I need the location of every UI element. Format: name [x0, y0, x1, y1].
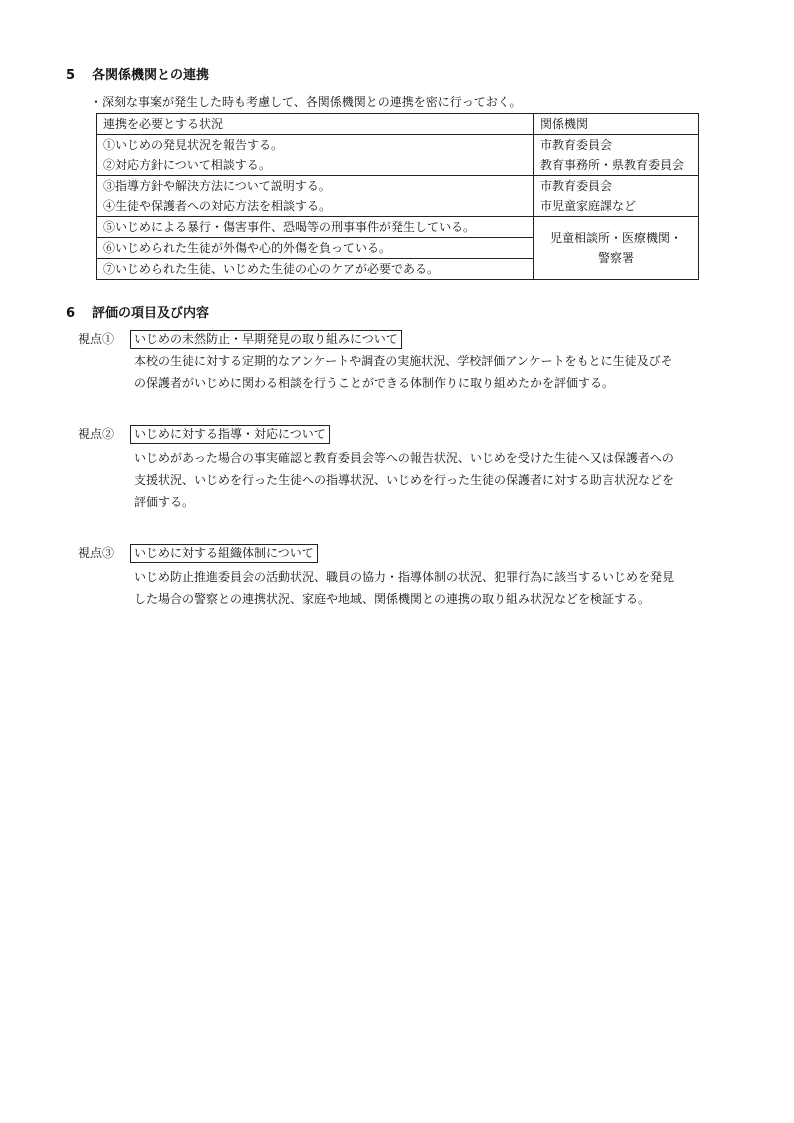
agency-item: 児童相談所・医療機関・ — [549, 231, 682, 245]
table-header-row — [97, 114, 699, 135]
body-line: いじめ防止推進委員会の活動状況、職員の協力・指導体制の状況、犯罪行為に該当するいじめを発見 — [134, 570, 675, 584]
section-6-heading — [66, 306, 209, 322]
header-agency: 関係機関 — [534, 114, 699, 135]
viewpoint-title-box: いじめに対する指導・対応について — [130, 425, 330, 444]
situation-cell: ⑤いじめによる暴行・傷害事件、恐喝等の刑事事件が発生している。 — [97, 217, 534, 238]
viewpoint-label: 視点③ — [78, 546, 115, 560]
table-row — [97, 135, 699, 176]
viewpoint-title-box: いじめの未然防止・早期発見の取り組みについて — [130, 330, 402, 349]
situation-item: ④生徒や保護者への対応方法を相談する。 — [103, 199, 332, 213]
viewpoint-label: 視点① — [78, 332, 115, 346]
situation-item: ③指導方針や解決方法について説明する。 — [103, 179, 331, 193]
viewpoint-1-header — [78, 330, 402, 349]
agency-item: 市児童家庭課など — [540, 199, 637, 213]
table-row — [97, 176, 699, 217]
section-6-title: 評価の項目及び内容 — [92, 306, 210, 321]
section-6-number: 6 — [66, 306, 76, 321]
header-situation: 連携を必要とする状況 — [97, 114, 534, 135]
agency-cell — [534, 176, 699, 217]
agency-item: 市教育委員会 — [540, 179, 613, 193]
agency-item: 警察署 — [597, 251, 634, 265]
liaison-table — [96, 113, 699, 280]
viewpoint-2-header — [78, 425, 330, 444]
body-line: いじめがあった場合の事実確認と教育委員会等への報告状況、いじめを受けた生徒へ又は保護者への — [134, 451, 674, 465]
section-5-title: 各関係機関との連携 — [92, 68, 210, 83]
body-line: の保護者がいじめに関わる相談を行うことができる体制作りに取り組めたかを評価する。 — [134, 376, 615, 390]
viewpoint-3-header — [78, 544, 318, 563]
section-5-note: ・深刻な事案が発生した時も考慮して、各関係機関との連携を密に行っておく。 — [90, 95, 522, 109]
section-5-number: 5 — [66, 68, 76, 83]
situation-cell — [97, 135, 534, 176]
body-line: 評価する。 — [134, 495, 195, 509]
viewpoint-title-box: いじめに対する組織体制について — [130, 544, 318, 563]
body-line: 本校の生徒に対する定期的なアンケートや調査の実施状況、学校評価アンケートをもとに生徒及びそ — [134, 354, 673, 368]
section-5-heading — [66, 68, 209, 84]
situation-cell — [97, 176, 534, 217]
viewpoint-label: 視点② — [78, 427, 115, 441]
viewpoint-1-body — [134, 350, 734, 394]
body-line: した場合の警察との連携状況、家庭や地域、関係機関との連携の取り組み状況などを検証する。 — [134, 592, 651, 606]
situation-item: ①いじめの発見状況を報告する。 — [103, 138, 284, 152]
situation-cell: ⑥いじめられた生徒が外傷や心的外傷を負っている。 — [97, 238, 534, 259]
agency-cell — [534, 135, 699, 176]
viewpoint-3-body — [134, 566, 734, 610]
agency-item: 教育事務所・県教育委員会 — [540, 158, 685, 172]
situation-cell: ⑦いじめられた生徒、いじめた生徒の心のケアが必要である。 — [97, 259, 534, 280]
agency-cell — [534, 217, 699, 280]
situation-item: ②対応方針について相談する。 — [103, 158, 271, 172]
table-row — [97, 217, 699, 238]
body-line: 支援状況、いじめを行った生徒への指導状況、いじめを行った生徒の保護者に対する助言状況などを — [134, 473, 675, 487]
viewpoint-2-body — [134, 447, 734, 513]
agency-item: 市教育委員会 — [540, 138, 613, 152]
